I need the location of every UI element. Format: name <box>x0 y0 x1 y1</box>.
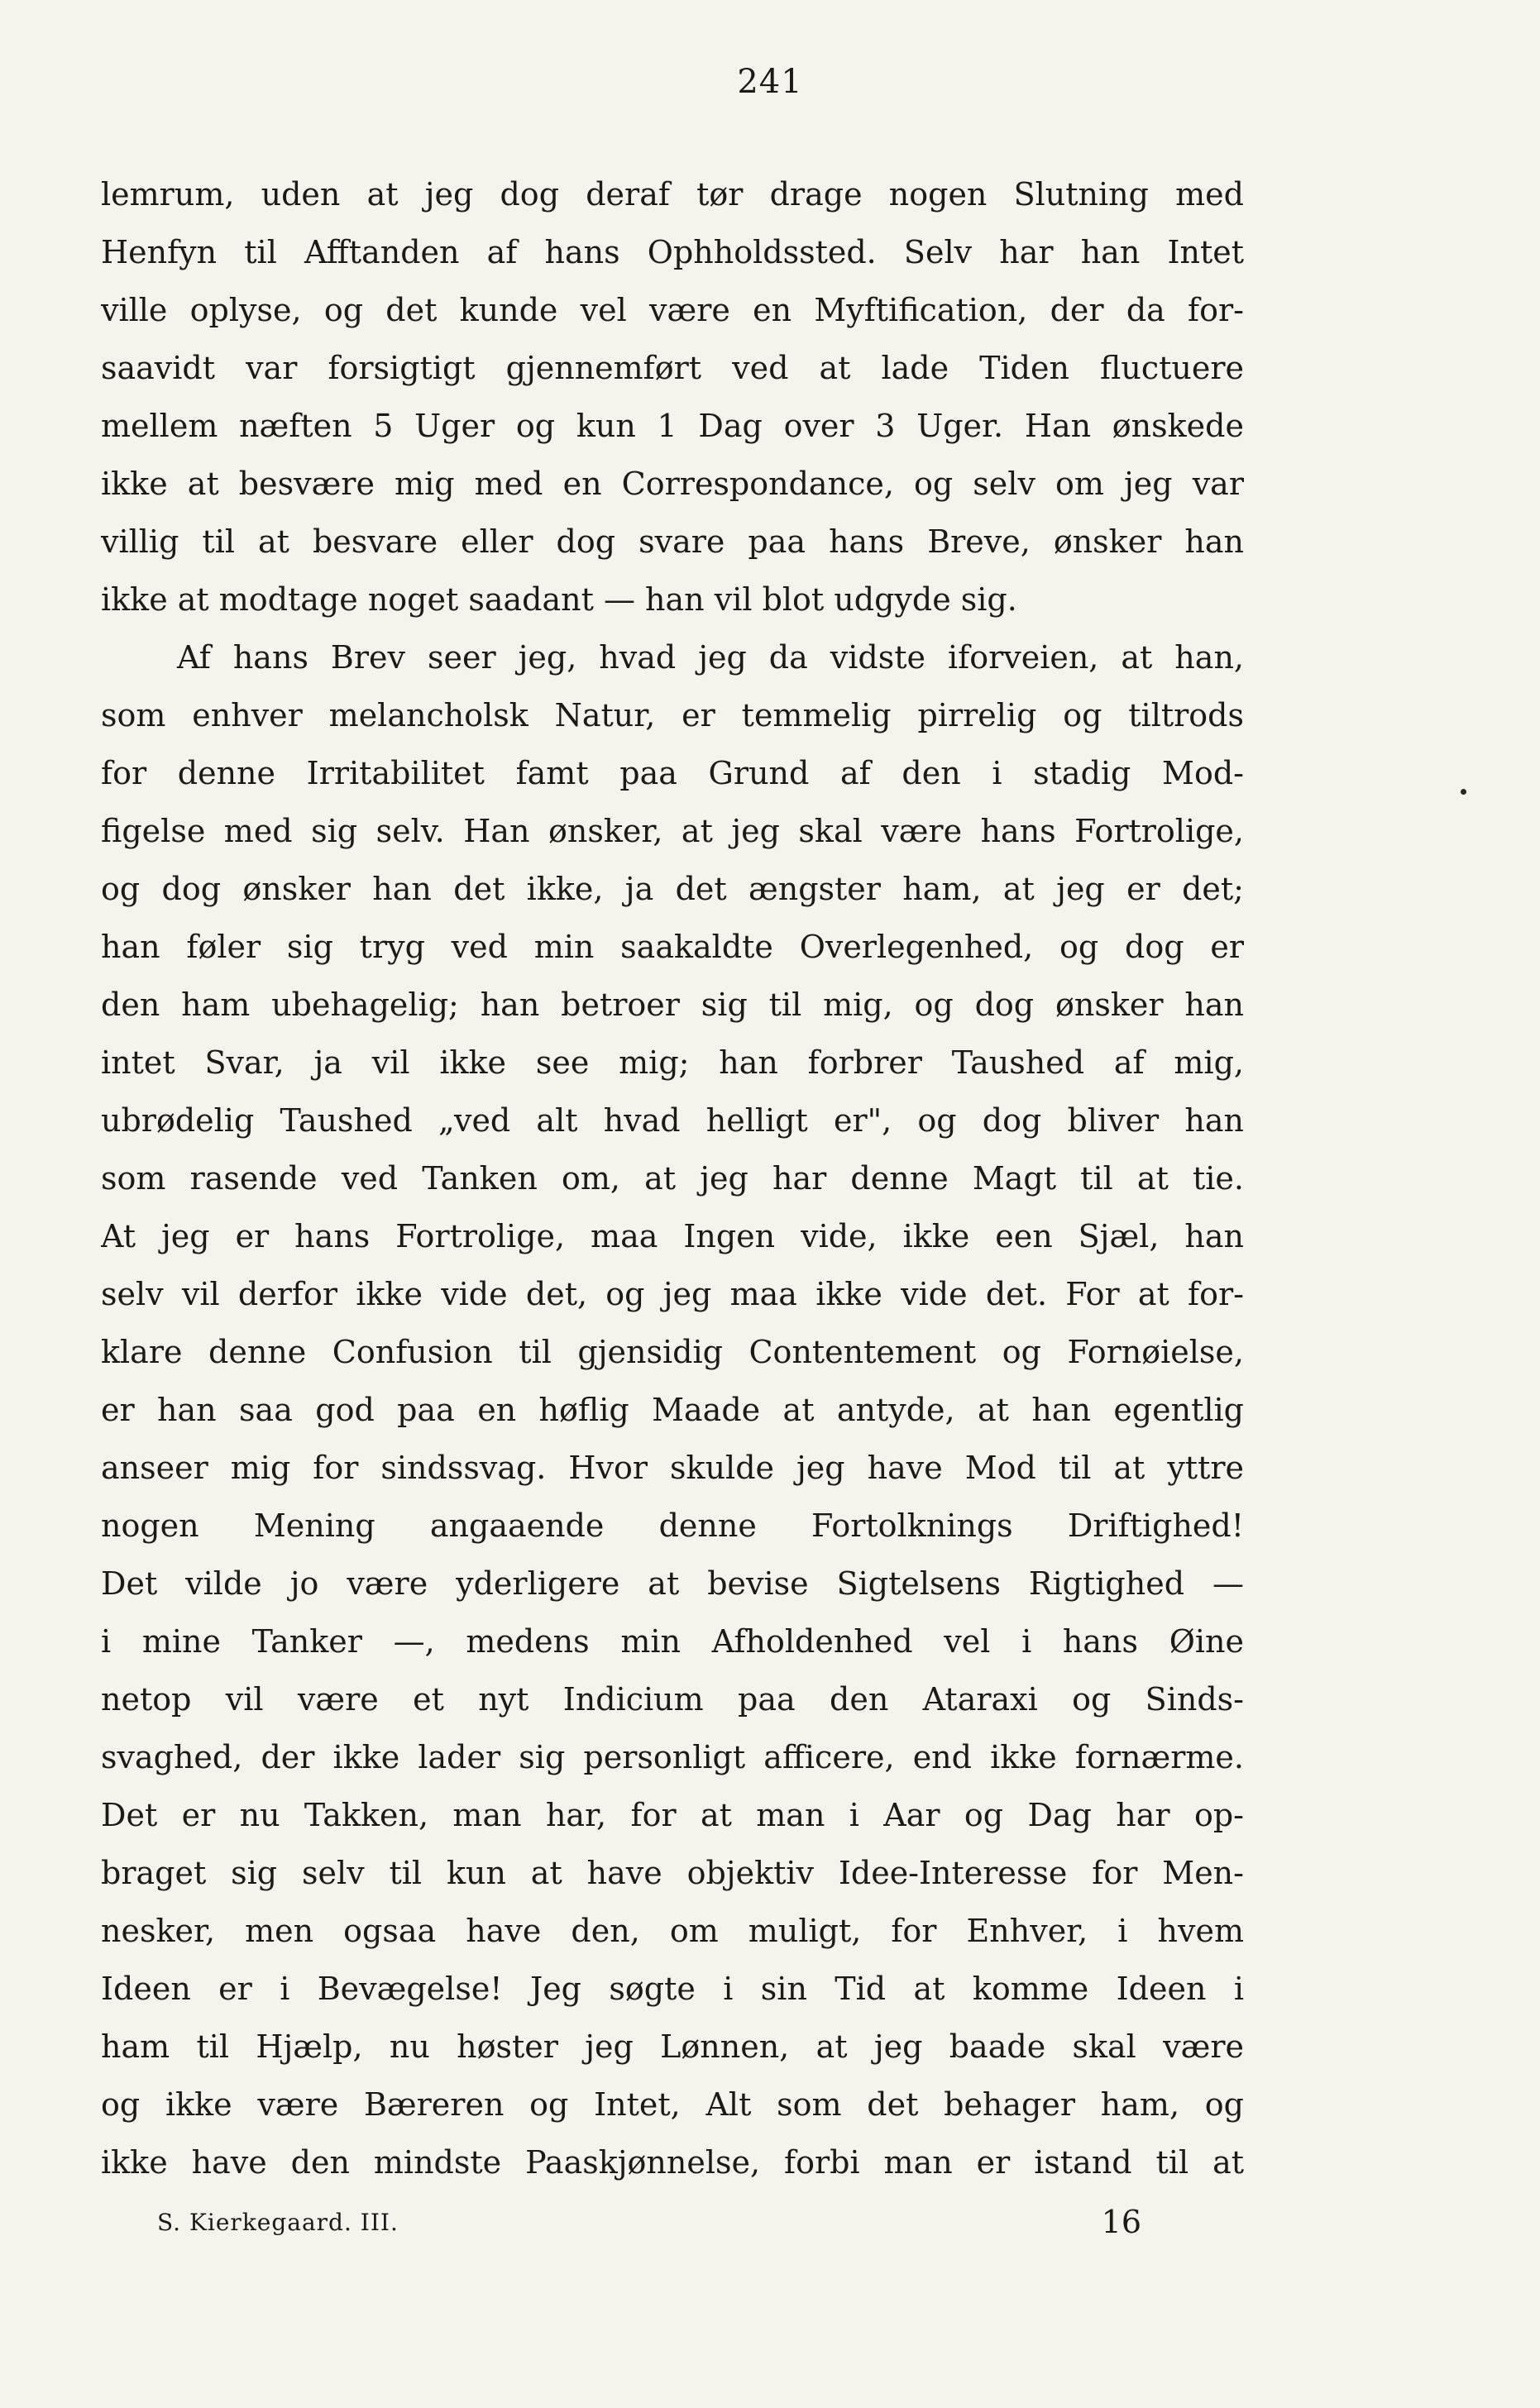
text-line: Ideen er i Bevægelse! Jeg søgte i sin Tid at komme Ideen i <box>101 1971 1244 2007</box>
page-number: 241 <box>737 63 803 101</box>
text-line: er han saa god paa en høflig Maade at antyde, at han egentlig <box>101 1392 1244 1428</box>
text-line: og dog ønsker han det ikke, ja det ængster ham, at jeg er det; <box>101 871 1244 907</box>
text-line: ville oplyse, og det kunde vel være en Myftification, der da for- <box>101 292 1244 328</box>
text-line: som enhver melancholsk Natur, er temmelig pirrelig og tiltrods <box>101 697 1244 733</box>
text-line: netop vil være et nyt Indicium paa den Ataraxi og Sinds- <box>101 1681 1244 1718</box>
text-line: som rasende ved Tanken om, at jeg har denne Magt til at tie. <box>101 1160 1244 1197</box>
text-line: han føler sig tryg ved min saakaldte Overlegenhed, og dog er <box>101 929 1244 965</box>
text-line: intet Svar, ja vil ikke see mig; han forbrer Taushed af mig, <box>101 1044 1244 1081</box>
printer-signature: S. Kierkegaard. III. <box>157 2209 399 2236</box>
body-text <box>101 165 1244 2191</box>
text-line: At jeg er hans Fortrolige, maa Ingen vide, ikke een Sjæl, han <box>101 1218 1244 1254</box>
text-line: nesker, men ogsaa have den, om muligt, for Enhver, i hvem <box>101 1913 1244 1949</box>
text-line: villig til at besvare eller dog svare paa hans Breve, ønsker han <box>101 523 1244 560</box>
text-line: svaghed, der ikke lader sig personligt afficere, end ikke fornærme. <box>101 1739 1244 1775</box>
text-line: ubrødelig Taushed „ved alt hvad helligt er", og dog bliver han <box>101 1102 1244 1139</box>
page-footer <box>157 2204 1141 2245</box>
text-line: anseer mig for sindssvag. Hvor skulde jeg have Mod til at yttre <box>101 1450 1244 1486</box>
text-line: Af hans Brev seer jeg, hvad jeg da vidste iforveien, at han, <box>177 639 1244 676</box>
text-line: Henfyn til Afftanden af hans Ophholdssted. Selv har han Intet <box>101 234 1244 270</box>
text-line: braget sig selv til kun at have objektiv Idee-Interesse for Men- <box>101 1855 1244 1891</box>
text-line: mellem næften 5 Uger og kun 1 Dag over 3 Uger. Han ønskede <box>101 408 1244 444</box>
text-line: saavidt var forsigtigt gjennemført ved at lade Tiden fluctuere <box>101 350 1244 386</box>
text-line: i mine Tanker —, medens min Afholdenhed vel i hans Øine <box>101 1623 1244 1660</box>
text-line: den ham ubehagelig; han betroer sig til mig, og dog ønsker han <box>101 987 1244 1023</box>
sheet-number: 16 <box>1101 2204 1141 2240</box>
text-line: ham til Hjælp, nu høster jeg Lønnen, at jeg baade skal være <box>101 2028 1244 2065</box>
text-line: ikke at besvære mig med en Correspondance, og selv om jeg var <box>101 466 1244 502</box>
text-line: nogen Mening angaaende denne Fortolknings Driftighed! <box>101 1507 1244 1544</box>
text-line: for denne Irritabilitet famt paa Grund af den i stadig Mod- <box>101 755 1244 791</box>
text-line: ikke have den mindste Paaskjønnelse, forbi man er istand til at <box>101 2144 1244 2181</box>
text-line: figelse med sig selv. Han ønsker, at jeg skal være hans Fortrolige, <box>101 813 1244 849</box>
text-line: selv vil derfor ikke vide det, og jeg maa ikke vide det. For at for- <box>101 1276 1244 1312</box>
text-line: og ikke være Bæreren og Intet, Alt som det behager ham, og <box>101 2086 1244 2123</box>
text-line: lemrum, uden at jeg dog deraf tør drage nogen Slutning med <box>101 176 1244 213</box>
text-line: ikke at modtage noget saadant — han vil blot udgyde sig. <box>101 581 1017 618</box>
text-line: Det er nu Takken, man har, for at man i Aar og Dag har op- <box>101 1797 1244 1833</box>
text-line: Det vilde jo være yderligere at bevise Sigtelsens Rigtighed — <box>101 1565 1244 1602</box>
ink-speck <box>1461 789 1466 795</box>
text-line: klare denne Confusion til gjensidig Contentement og Fornøielse, <box>101 1334 1244 1370</box>
